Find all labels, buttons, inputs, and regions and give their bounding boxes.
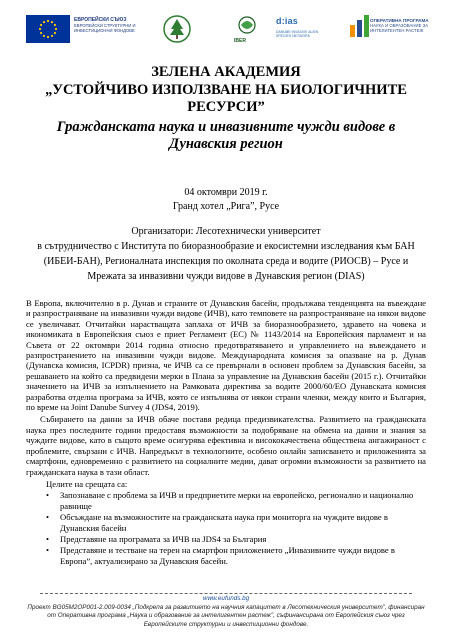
- paragraph-2: Събирането на данни за ИЧВ обаче поставя редица предизвикателства. Развитието на гражданската наука през последните години предоставя възможности за подобряване на обмена на данни и знания за чуждите видове, като в същото време осигурява ефективна и висококачествена обществена ангажираност с проблемите, свързани с ИЧВ. Напредъкът в технологиите, особено онлайн записването и приложенията за смартфони, едновременно с развитието на социалните медии, дават огромни възможности за развитието на гражданската наука в тази област.: [26, 414, 426, 477]
- goal-text: Запознаване с проблема за ИЧВ и предприетите мерки на европейско, регионално и национално равнище: [60, 490, 414, 511]
- footer: [26, 595, 426, 629]
- event-meta: [26, 186, 426, 214]
- eu-star-icon: [40, 32, 42, 34]
- footer-divider: [40, 593, 412, 594]
- eu-star-icon: [43, 21, 45, 23]
- iber-logo-text: IBER: [234, 38, 246, 44]
- goal-text: Представяне на програмата за ИЧВ на JDS4 за България: [60, 533, 267, 544]
- footer-project-text: Проект BG05M2OP001-2.009-0034 „Подкрепа за развитието на научния капацитет в Лесотехническия университет”, финансиран от Оперативна програма „Наука и образование за интелигентен растеж”, съфинансирана от Европейския съюз чрез Европейските структурни и инвестиционни фондове.: [27, 603, 425, 628]
- eu-star-icon: [47, 20, 49, 22]
- organizers-line2: в сътрудничество с Института по биоразнообразие и екосистемни изследвания към БАН (ИБЕИ-БАН), Регионалната инспекция по околната среда и водите (РИОСВ) – Русе и Мрежата за инвазивни чужди видове в Дунавския регион (DIAS): [37, 241, 415, 282]
- ops-logo-line1: ОПЕРАТИВНА ПРОГРАМА: [370, 18, 429, 23]
- forestry-university-logo-icon: [162, 14, 192, 44]
- bullet-icon: •: [46, 512, 50, 523]
- goal-text: Представяне и тестване на терен на смартфон приложението „Инвазивните чужди видове в Европа”, актуализирано за Дунавския басейн.: [60, 545, 395, 566]
- eu-star-icon: [51, 35, 53, 37]
- eu-logo-line2: ЕВРОПЕЙСКИ СТРУКТУРНИ И ИНВЕСТИЦИОННИ ФОНДОВЕ: [74, 23, 136, 33]
- goal-text: Обсъждане на възможностите на гражданската наука при мониторга на чуждите видове в Дунавския басейн: [60, 512, 388, 533]
- title-line3: Гражданската наука и инвазивните чужди видове в Дунавския регион: [56, 119, 396, 152]
- bullet-icon: •: [46, 545, 50, 556]
- organizers: [26, 224, 426, 284]
- operational-programme-logo-icon: [346, 13, 372, 41]
- logo-header: [26, 10, 436, 44]
- list-item: [46, 490, 426, 511]
- eu-star-icon: [39, 28, 41, 30]
- list-item: [46, 545, 426, 566]
- title-block: [26, 64, 426, 152]
- event-venue: Гранд хотел „Рига”, Русе: [172, 201, 280, 212]
- event-date: 04 октомври 2019 г.: [184, 187, 268, 198]
- list-item: [46, 512, 426, 533]
- eu-star-icon: [54, 32, 56, 34]
- eu-star-icon: [43, 35, 45, 37]
- goals-list: [26, 490, 426, 566]
- ops-logo-line2: НАУКА И ОБРАЗОВАНИЕ ЗА ИНТЕЛИГЕНТЕН РАСТЕЖ: [370, 23, 429, 34]
- footer-url-link[interactable]: www.eufunds.bg: [202, 595, 250, 602]
- eu-star-icon: [51, 21, 53, 23]
- eu-logo-text: [74, 18, 146, 33]
- operational-programme-logo-text: [370, 18, 440, 34]
- eu-star-icon: [40, 24, 42, 26]
- organizers-line1: Организатори: Лесотехнически университет: [131, 226, 321, 237]
- title-line1: ЗЕЛЕНА АКАДЕМИЯ: [151, 64, 301, 80]
- eu-star-icon: [55, 28, 57, 30]
- goals-title: Целите на срещата са:: [46, 478, 128, 489]
- dias-logo-subtitle: DANUBE INVASIVE ALIEN SPECIES NETWORK: [276, 30, 319, 38]
- eu-flag-icon: [26, 15, 70, 43]
- eu-logo-line1: ЕВРОПЕЙСКИ СЪЮЗ: [74, 17, 127, 23]
- eu-star-icon: [47, 36, 49, 38]
- dias-logo-text: d:ias: [276, 16, 299, 26]
- title-line2: „УСТОЙЧИВО ИЗПОЛЗВАНЕ НА БИОЛОГИЧНИТЕ РЕСУРСИ”: [45, 82, 407, 115]
- eu-star-icon: [54, 24, 56, 26]
- bullet-icon: •: [46, 533, 50, 544]
- list-item: [46, 534, 426, 544]
- body-text: [26, 298, 426, 567]
- bullet-icon: •: [46, 490, 50, 501]
- paragraph-1: В Европа, включително в р. Дунав и страните от Дунавския басейн, продължава тенденцията на въвеждане и разпространяване на инвазивни чужди видове (ИЧВ), като темповете на разпространяване на някои видове се увеличават. Отчитайки нарастващата заплаха от ИЧВ за биоразнообразието, здравето на човека и икономиката в Европейския съюз е приет Регламент (ЕС) № 1143/2014 на Европейския парламент и на Съвета от 22 октомври 2014 година относно предотвратяването и управлението на въвеждането и разпространението на инвазивни чужди видове. Международната комисия за опазване на р. Дунав (Дунавска комисия, ICPDR) призна, че ИЧВ са се превърнали в основен проблем за Дунавския басейн, за решаването на който са предвидени мерки в Плана за управление на Дунавския басейн (2015 г.). Отчитайки значението на ИЧВ за изпълнението на Рамковата директива за водите 2000/60/ЕО Дунавската комисия разработва отделна програма за ИЧВ, която се изпълнява от някои страни членки, между които и България, по време на Joint Danube Survey 4 (JDS4, 2019).: [26, 298, 426, 413]
